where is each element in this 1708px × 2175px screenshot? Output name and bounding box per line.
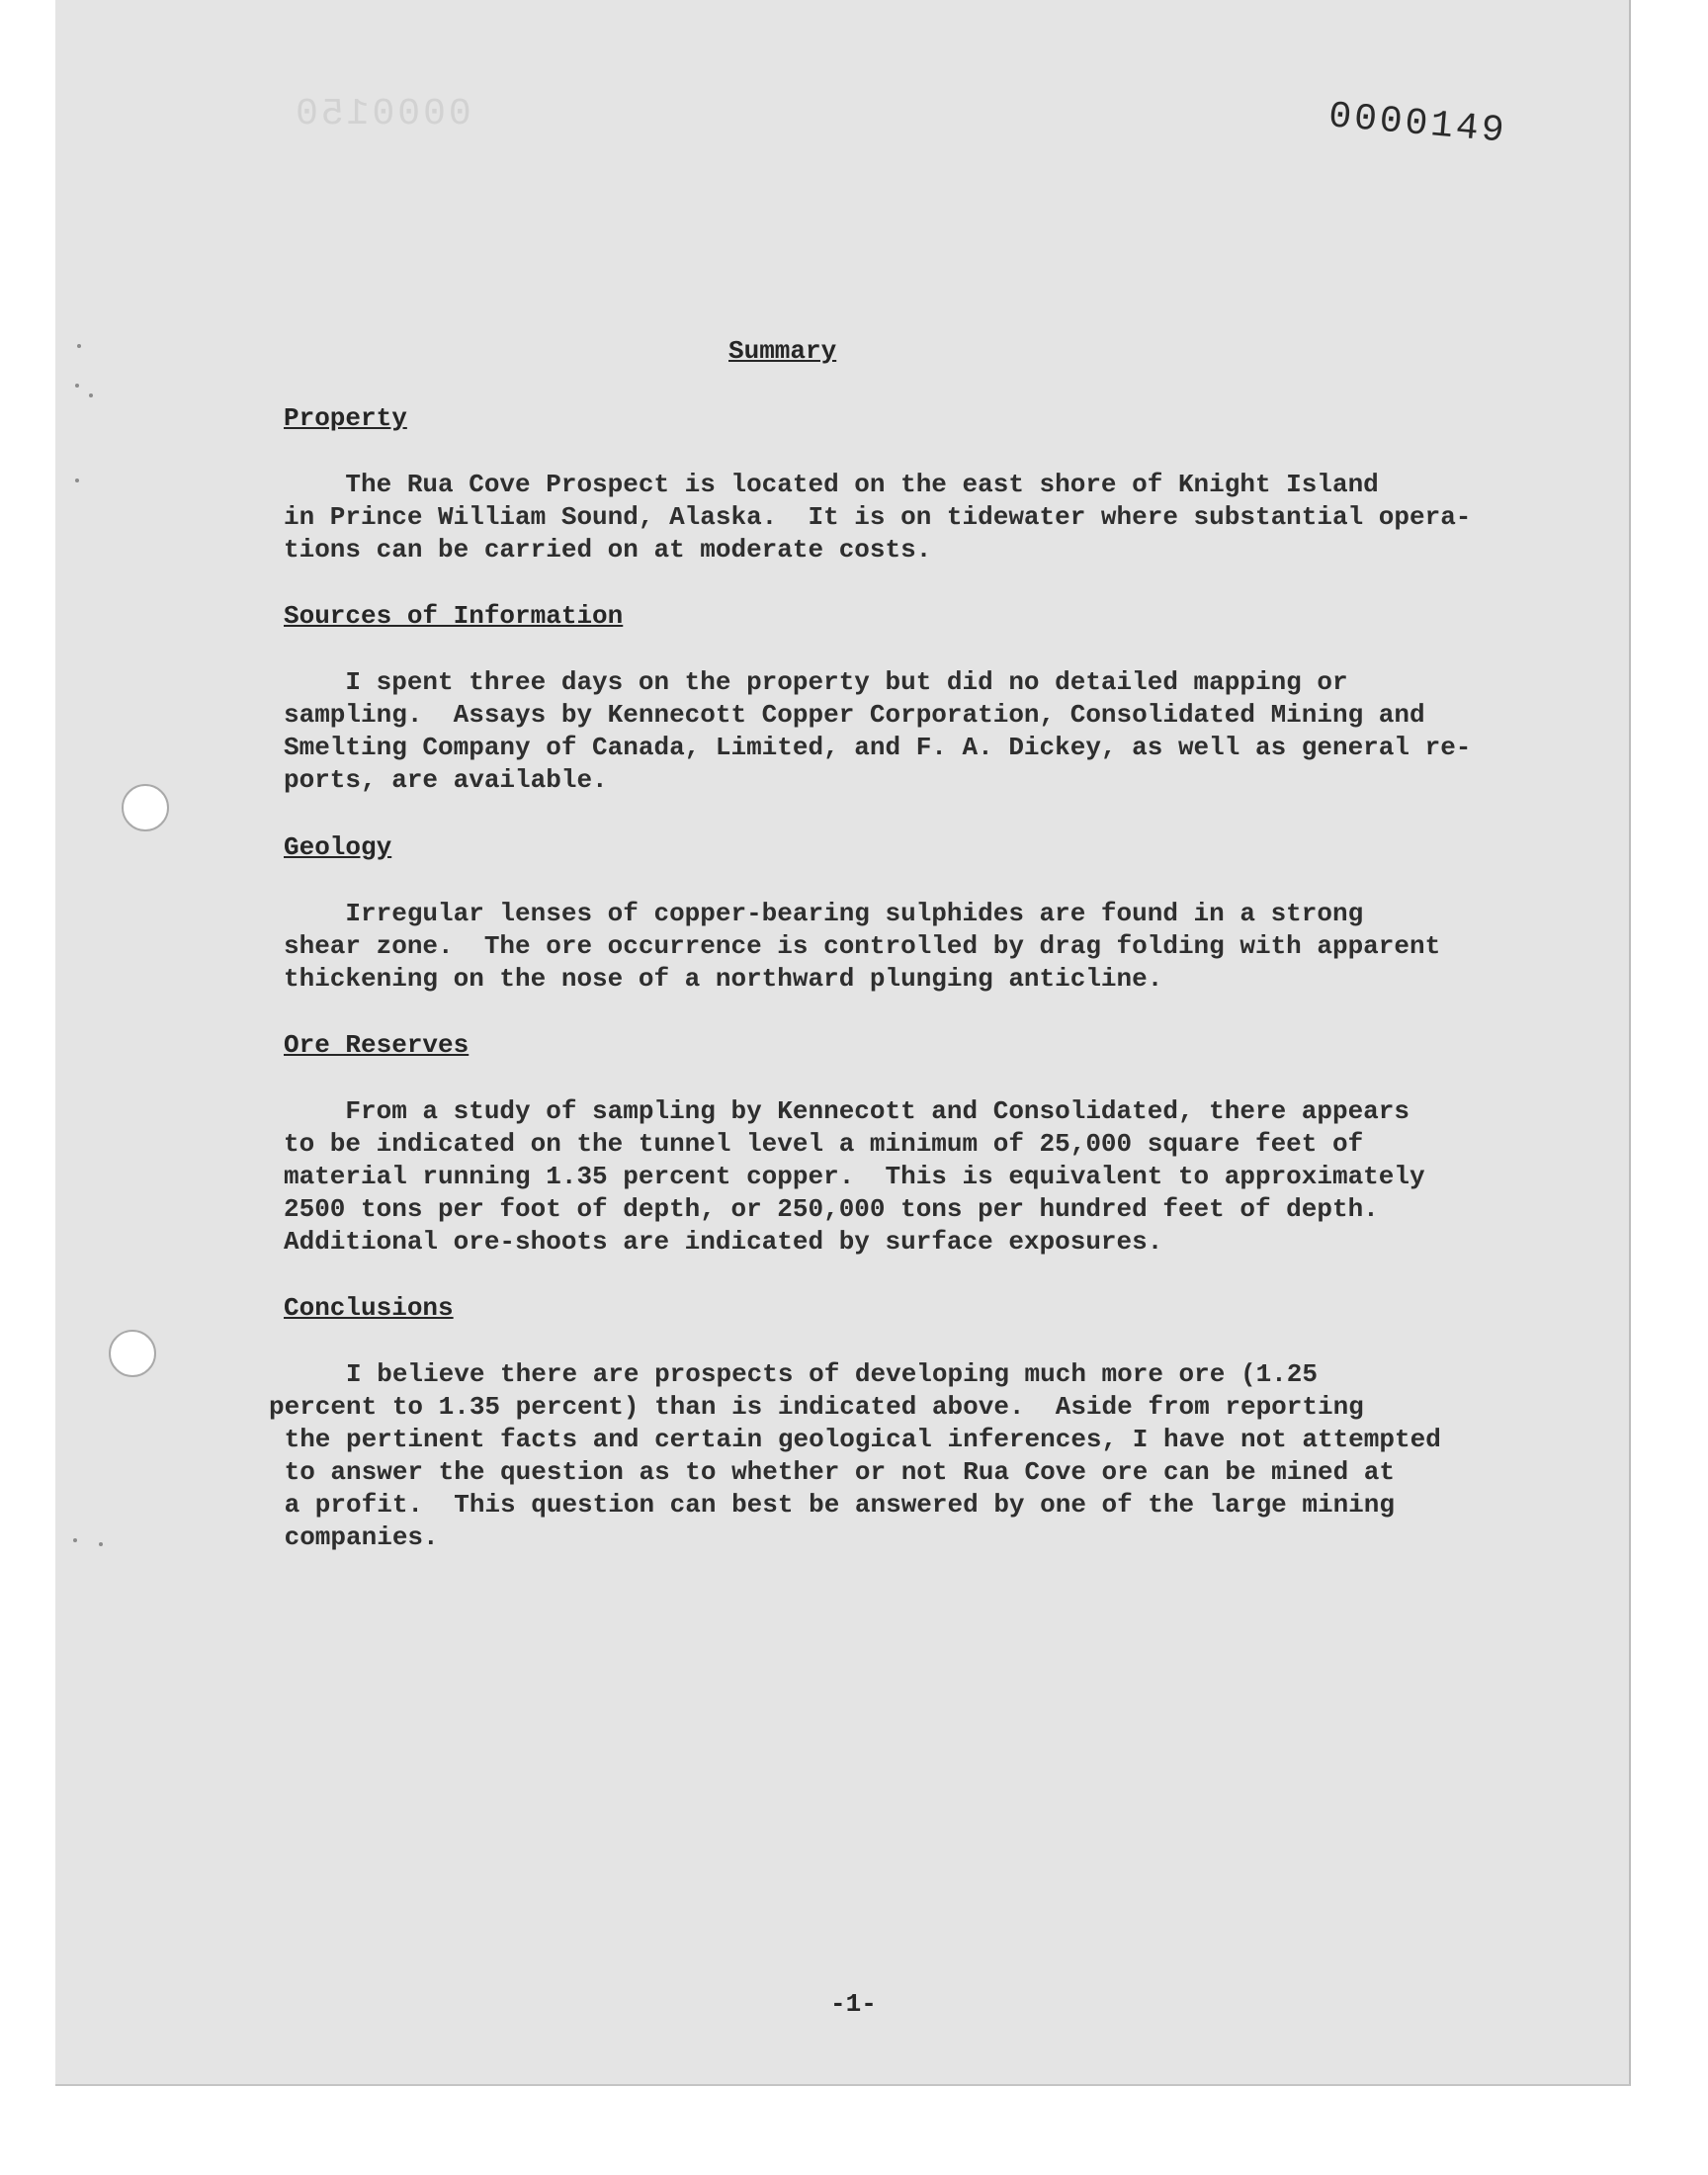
text-line: the pertinent facts and certain geological inferences, I have not attempted [269, 1425, 1441, 1454]
paper-speck [89, 393, 93, 397]
text-line: to be indicated on the tunnel level a minimum of 25,000 square feet of [284, 1129, 1364, 1159]
section-body-property [284, 469, 1559, 566]
text-line: companies. [269, 1522, 439, 1552]
text-line: a profit. This question can best be answered by one of the large mining [269, 1490, 1395, 1520]
paper-speck [75, 478, 79, 482]
section-heading-conclusions: Conclusions [284, 1293, 454, 1323]
text-line: Additional ore-shoots are indicated by surface exposures. [284, 1227, 1163, 1257]
page-number: -1- [830, 1989, 877, 2019]
page-title: Summary [728, 336, 837, 366]
text-line: shear zone. The ore occurrence is controlled by drag folding with apparent [284, 931, 1441, 961]
section-heading-property: Property [284, 403, 407, 433]
paper-speck [73, 1538, 77, 1542]
text-line: percent to 1.35 percent) than is indicated above. Aside from reporting [269, 1392, 1364, 1422]
punch-hole [122, 784, 169, 831]
section-heading-geology: Geology [284, 832, 392, 862]
section-heading-ore-reserves: Ore Reserves [284, 1030, 470, 1060]
text-line: in Prince William Sound, Alaska. It is on tidewater where substantial opera- [284, 502, 1472, 532]
text-line: sampling. Assays by Kennecott Copper Corporation, Consolidated Mining and [284, 700, 1425, 730]
text-line: 2500 tons per foot of depth, or 250,000 tons per hundred feet of depth. [284, 1194, 1379, 1224]
section-heading-sources: Sources of Information [284, 601, 624, 631]
section-body-ore-reserves [284, 1095, 1559, 1259]
text-line: thickening on the nose of a northward plunging anticline. [284, 964, 1163, 994]
section-body-conclusions [269, 1358, 1544, 1554]
stamped-document-number: 0000149 [1326, 95, 1509, 153]
text-line: The Rua Cove Prospect is located on the east shore of Knight Island [284, 470, 1379, 499]
text-line: material running 1.35 percent copper. This is equivalent to approximately [284, 1162, 1425, 1191]
section-body-sources [284, 666, 1559, 797]
text-line: ports, are available. [284, 765, 608, 795]
paper-speck [77, 344, 81, 348]
bleed-through-number: 0000150 [293, 93, 471, 135]
paper-speck [99, 1542, 103, 1546]
text-line: tions can be carried on at moderate costs. [284, 535, 932, 565]
text-line: to answer the question as to whether or not Rua Cove ore can be mined at [269, 1457, 1395, 1487]
paper-speck [75, 384, 79, 388]
punch-hole [109, 1330, 156, 1377]
text-line: I believe there are prospects of developing much more ore (1.25 [269, 1359, 1318, 1389]
text-line: I spent three days on the property but did no detailed mapping or [284, 667, 1348, 697]
text-line: Smelting Company of Canada, Limited, and F. A. Dickey, as well as general re- [284, 733, 1472, 762]
text-line: Irregular lenses of copper-bearing sulphides are found in a strong [284, 899, 1364, 928]
section-body-geology [284, 898, 1559, 996]
text-line: From a study of sampling by Kennecott and Consolidated, there appears [284, 1096, 1409, 1126]
